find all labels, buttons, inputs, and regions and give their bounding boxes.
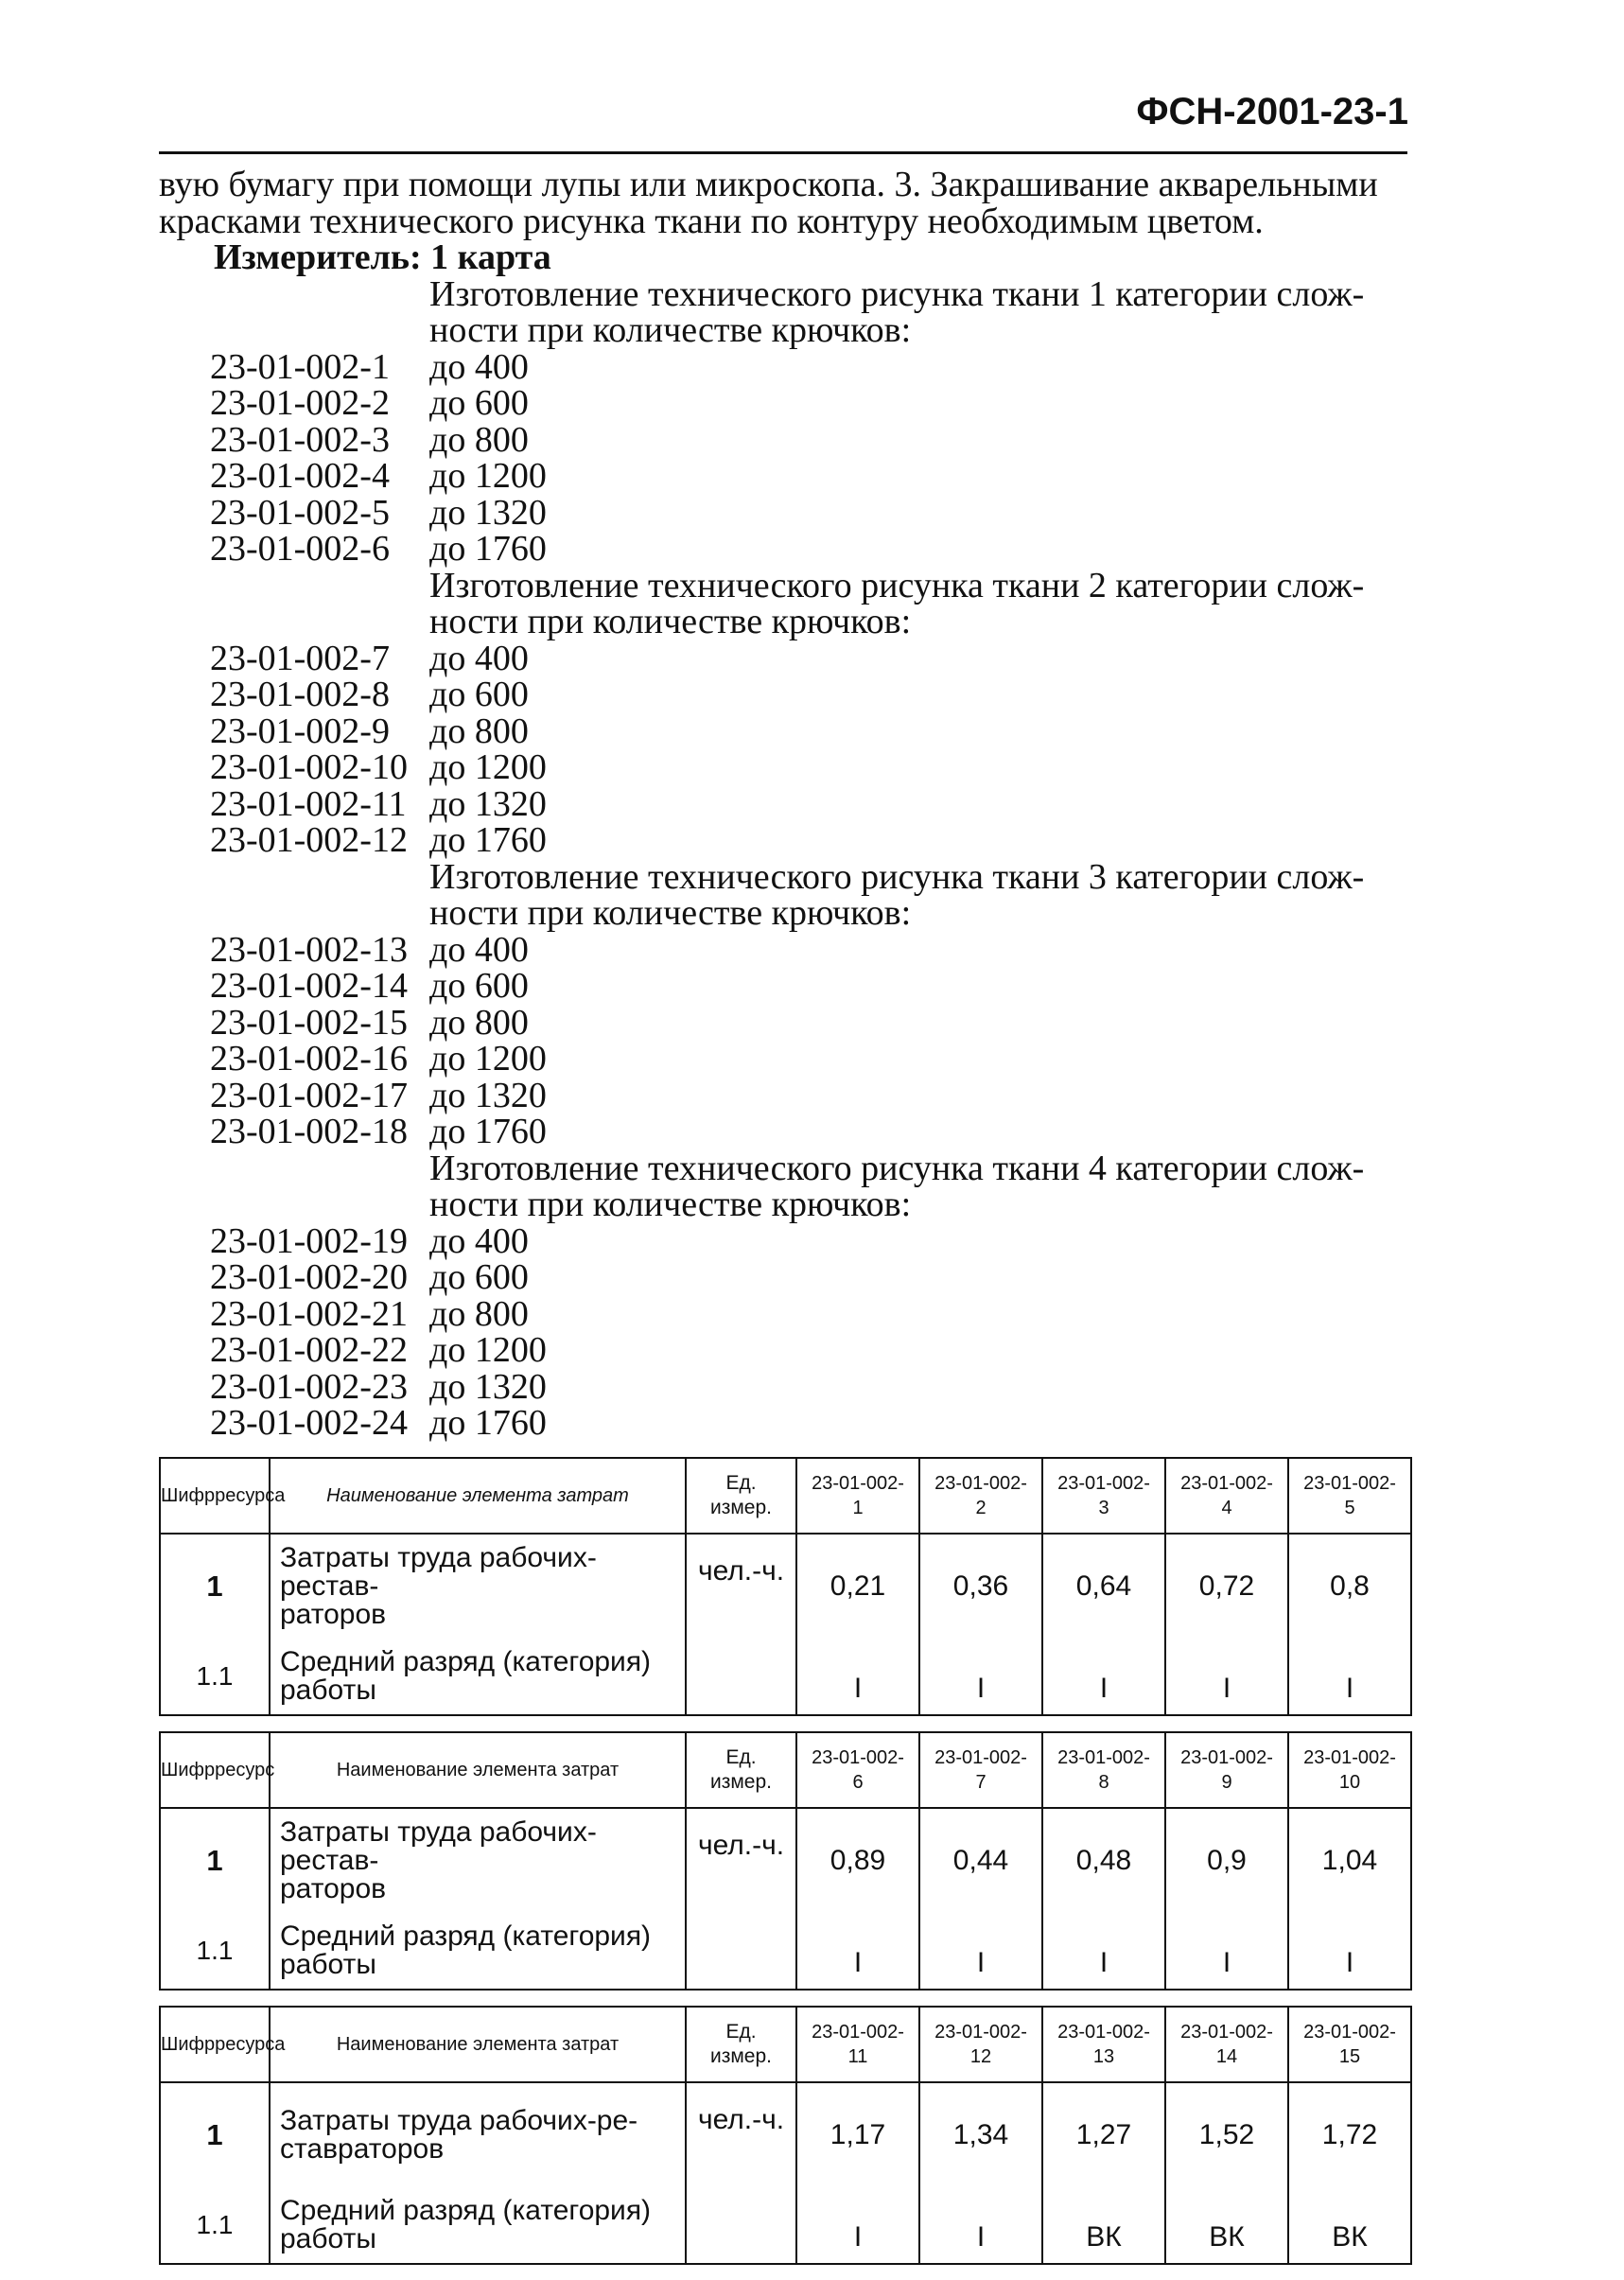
value-cell: I: [1042, 1913, 1165, 1990]
cost-element-name: Затраты труда рабочих-ре- ставраторов: [270, 2082, 686, 2187]
entry-qty: до 400: [429, 346, 529, 387]
entry-code: 23-01-002-9: [210, 710, 390, 751]
value-cell: 1,52: [1165, 2082, 1288, 2187]
value-cell: I: [919, 1913, 1042, 1990]
entry-qty: до 1320: [429, 1075, 547, 1115]
cost-element-name: Средний разряд (категория) работы: [270, 2187, 686, 2264]
resource-code: 1.1: [160, 1913, 270, 1990]
name-column-header: Наименование элемента затрат: [270, 1732, 686, 1808]
entry-code: 23-01-002-6: [210, 529, 390, 569]
intro-line: красками технического рисунка ткани по контуру необходимым цветом.: [159, 201, 1264, 241]
value-cell: 1,04: [1288, 1808, 1411, 1913]
entry-qty: до 1320: [429, 783, 547, 824]
value-cell: 1,27: [1042, 2082, 1165, 2187]
value-cell: 1,72: [1288, 2082, 1411, 2187]
entry-qty: до 800: [429, 1002, 529, 1043]
value-cell: I: [1288, 1639, 1411, 1715]
group-title: Изготовление технического рисунка ткани 3 категории слож-: [429, 856, 1365, 897]
value-cell: ВК: [1165, 2187, 1288, 2264]
list-item: [159, 1075, 1407, 1115]
unit-cell: [686, 2187, 796, 2264]
norm-column-header: 23-01-002- 3: [1042, 1458, 1165, 1534]
unit-cell: [686, 1639, 796, 1715]
resource-code: 1.1: [160, 2187, 270, 2264]
entry-code: 23-01-002-5: [210, 492, 390, 533]
norm-column-header: 23-01-002- 12: [919, 2007, 1042, 2082]
entry-qty: до 1760: [429, 820, 547, 860]
list-item: [159, 1332, 1407, 1369]
table-row: [160, 1639, 1411, 1715]
entry-code: 23-01-002-13: [210, 929, 408, 970]
list-item: [159, 676, 1407, 713]
list-item: [159, 710, 1407, 751]
unit-cell: чел.-ч.: [686, 1534, 796, 1639]
entry-code: 23-01-002-4: [210, 456, 390, 496]
entry-qty: до 800: [429, 1293, 529, 1334]
table-header-row: [160, 1732, 1411, 1808]
list-item: [159, 929, 1407, 970]
resource-code: 1: [160, 2082, 270, 2187]
norm-column-header: 23-01-002- 2: [919, 1458, 1042, 1534]
norm-column-header: 23-01-002- 14: [1165, 2007, 1288, 2082]
entry-qty: до 400: [429, 638, 529, 678]
value-cell: ВК: [1042, 2187, 1165, 2264]
value-cell: 0,44: [919, 1808, 1042, 1913]
list-item: [159, 346, 1407, 387]
intro-line: вую бумагу при помощи лупы или микроскопа. 3. Закрашивание акварельными: [159, 165, 1378, 204]
entry-qty: до 1200: [429, 1330, 547, 1370]
cost-element-name: Средний разряд (категория) работы: [270, 1639, 686, 1715]
entry-qty: до 400: [429, 929, 529, 970]
norm-column-header: 23-01-002- 7: [919, 1732, 1042, 1808]
entry-qty: до 1320: [429, 1366, 547, 1407]
list-item: [159, 1259, 1407, 1296]
group-title: ности при количестве крючков:: [429, 310, 912, 350]
table-row: [160, 2187, 1411, 2264]
entry-qty: до 1320: [429, 492, 547, 533]
unit-column-header: Ед. измер.: [686, 2007, 796, 2082]
entry-qty: до 800: [429, 419, 529, 460]
entry-code: 23-01-002-21: [210, 1293, 408, 1334]
entry-code: 23-01-002-22: [210, 1330, 408, 1370]
value-cell: I: [796, 2187, 919, 2264]
entry-code: 23-01-002-17: [210, 1075, 408, 1115]
value-cell: 0,9: [1165, 1808, 1288, 1913]
table-header-row: [160, 2007, 1411, 2082]
measure-unit: Измеритель: 1 карта: [214, 237, 551, 277]
list-item: [159, 492, 1407, 533]
code-column-header: Шифрресурса: [160, 2007, 270, 2082]
norm-column-header: 23-01-002- 11: [796, 2007, 919, 2082]
norm-column-header: 23-01-002- 6: [796, 1732, 919, 1808]
entry-code: 23-01-002-2: [210, 383, 390, 423]
value-cell: 0,48: [1042, 1808, 1165, 1913]
value-cell: I: [796, 1639, 919, 1715]
entry-code: 23-01-002-10: [210, 747, 408, 787]
name-column-header: Наименование элемента затрат: [270, 2007, 686, 2082]
value-cell: ВК: [1288, 2187, 1411, 2264]
list-item: [159, 385, 1407, 422]
header-rule: [159, 151, 1407, 154]
cost-element-name: Затраты труда рабочих-рестав- раторов: [270, 1534, 686, 1639]
value-cell: 0,36: [919, 1534, 1042, 1639]
norm-column-header: 23-01-002- 13: [1042, 2007, 1165, 2082]
document-code: ФСН-2001-23-1: [1136, 91, 1408, 132]
norm-column-header: 23-01-002- 4: [1165, 1458, 1288, 1534]
norm-column-header: 23-01-002- 8: [1042, 1732, 1165, 1808]
cost-element-name: Затраты труда рабочих-рестав- раторов: [270, 1808, 686, 1913]
entry-code: 23-01-002-11: [210, 783, 407, 824]
entry-code: 23-01-002-15: [210, 1002, 408, 1043]
entry-qty: до 1760: [429, 529, 547, 569]
value-cell: 1,17: [796, 2082, 919, 2187]
norm-column-header: 23-01-002- 15: [1288, 2007, 1411, 2082]
unit-column-header: Ед. измер.: [686, 1458, 796, 1534]
list-item: [159, 1114, 1407, 1150]
value-cell: 0,89: [796, 1808, 919, 1913]
resource-code: 1: [160, 1808, 270, 1913]
norms-table-2: [159, 1731, 1412, 1991]
norms-text: [159, 167, 1407, 1442]
entry-qty: до 1200: [429, 456, 547, 496]
table-header-row: [160, 1458, 1411, 1534]
norms-table-1: [159, 1457, 1412, 1716]
entry-code: 23-01-002-12: [210, 820, 408, 860]
list-item: [159, 1041, 1407, 1078]
value-cell: I: [1165, 1913, 1288, 1990]
name-column-header: Наименование элемента затрат: [270, 1458, 686, 1534]
entry-code: 23-01-002-7: [210, 638, 390, 678]
code-column-header: Шифрресурса: [160, 1458, 270, 1534]
group-2: [159, 565, 1407, 860]
list-item: [159, 1220, 1407, 1261]
value-cell: I: [1042, 1639, 1165, 1715]
entry-code: 23-01-002-24: [210, 1403, 408, 1443]
norms-tables: [159, 1457, 1410, 2280]
list-item: [159, 968, 1407, 1005]
unit-cell: [686, 1913, 796, 1990]
entry-code: 23-01-002-18: [210, 1112, 408, 1151]
entry-qty: до 600: [429, 383, 529, 423]
group-title: Изготовление технического рисунка ткани 2 категории слож-: [429, 565, 1365, 605]
group-title: ности при количестве крючков:: [429, 1184, 912, 1224]
value-cell: 0,8: [1288, 1534, 1411, 1639]
entry-code: 23-01-002-20: [210, 1257, 408, 1297]
group-title: Изготовление технического рисунка ткани 1 категории слож-: [429, 273, 1365, 314]
entry-qty: до 1200: [429, 1039, 547, 1079]
entry-qty: до 600: [429, 675, 529, 714]
cost-element-name: Средний разряд (категория) работы: [270, 1913, 686, 1990]
norm-column-header: 23-01-002- 1: [796, 1458, 919, 1534]
value-cell: 0,21: [796, 1534, 919, 1639]
table-row: [160, 1534, 1411, 1639]
entry-qty: до 600: [429, 966, 529, 1006]
value-cell: 0,72: [1165, 1534, 1288, 1639]
value-cell: I: [919, 1639, 1042, 1715]
list-item: [159, 822, 1407, 859]
entry-qty: до 1760: [429, 1112, 547, 1151]
value-cell: 0,64: [1042, 1534, 1165, 1639]
norm-column-header: 23-01-002- 10: [1288, 1732, 1411, 1808]
value-cell: I: [1288, 1913, 1411, 1990]
resource-code: 1: [160, 1534, 270, 1639]
list-item: [159, 1366, 1407, 1407]
list-item: [159, 458, 1407, 495]
norm-column-header: 23-01-002- 9: [1165, 1732, 1288, 1808]
table-row: [160, 1808, 1411, 1913]
value-cell: I: [919, 2187, 1042, 2264]
entry-code: 23-01-002-16: [210, 1039, 408, 1079]
group-1: [159, 273, 1407, 569]
group-title: ности при количестве крючков:: [429, 893, 912, 933]
entry-code: 23-01-002-3: [210, 419, 390, 460]
list-item: [159, 531, 1407, 568]
value-cell: I: [796, 1913, 919, 1990]
list-item: [159, 1002, 1407, 1043]
group-4: [159, 1150, 1407, 1442]
unit-column-header: Ед. измер.: [686, 1732, 796, 1808]
group-title: Изготовление технического рисунка ткани 4 категории слож-: [429, 1148, 1365, 1188]
entry-code: 23-01-002-19: [210, 1220, 408, 1261]
code-column-header: Шифрресурс: [160, 1732, 270, 1808]
entry-qty: до 400: [429, 1220, 529, 1261]
list-item: [159, 1293, 1407, 1334]
group-title: ности при количестве крючков:: [429, 602, 912, 641]
table-row: [160, 2082, 1411, 2187]
entry-code: 23-01-002-8: [210, 675, 390, 714]
list-item: [159, 749, 1407, 786]
unit-cell: чел.-ч.: [686, 1808, 796, 1913]
entry-code: 23-01-002-14: [210, 966, 408, 1006]
entry-qty: до 1760: [429, 1403, 547, 1443]
list-item: [159, 1405, 1407, 1442]
resource-code: 1.1: [160, 1639, 270, 1715]
entry-code: 23-01-002-1: [210, 346, 390, 387]
norm-column-header: 23-01-002- 5: [1288, 1458, 1411, 1534]
list-item: [159, 640, 1407, 677]
group-3: [159, 856, 1407, 1151]
unit-cell: чел.-ч.: [686, 2082, 796, 2187]
list-item: [159, 783, 1407, 824]
table-row: [160, 1913, 1411, 1990]
norms-table-3: [159, 2006, 1412, 2265]
value-cell: 1,34: [919, 2082, 1042, 2187]
value-cell: I: [1165, 1639, 1288, 1715]
entry-qty: до 1200: [429, 747, 547, 787]
entry-code: 23-01-002-23: [210, 1366, 408, 1407]
entry-qty: до 800: [429, 710, 529, 751]
entry-qty: до 600: [429, 1257, 529, 1297]
list-item: [159, 419, 1407, 460]
